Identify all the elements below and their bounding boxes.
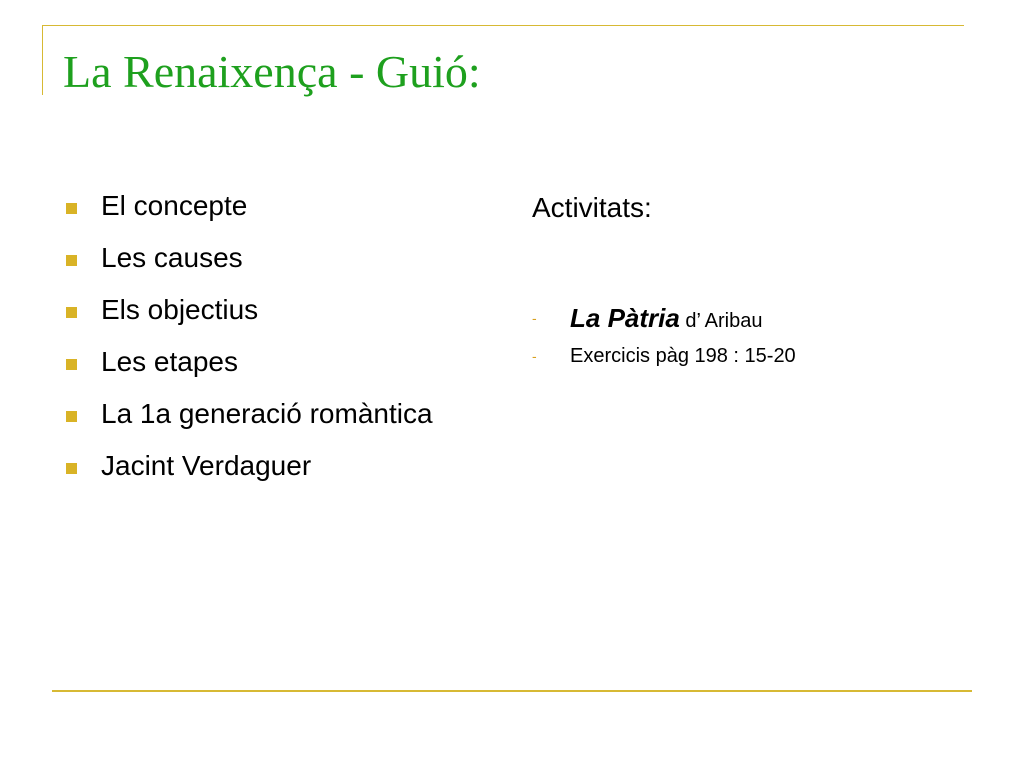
contents-item-label: El concepte (101, 190, 248, 221)
left-frame-line (42, 25, 43, 95)
contents-item (64, 241, 444, 274)
contents-item (64, 189, 444, 222)
contents-item-label: Les causes (101, 242, 243, 273)
top-frame-line (42, 25, 964, 26)
work-author: d’ Aribau (685, 310, 763, 332)
contents-item-label: La 1a generació romàntica (101, 398, 433, 429)
activities-list (532, 298, 972, 371)
contents-item (64, 293, 444, 326)
work-title: La Pàtria (570, 303, 680, 333)
contents-item (64, 345, 444, 378)
exercise-reference: Exercicis pàg 198 : 15-20 (570, 345, 796, 367)
square-bullet-icon (66, 203, 77, 214)
contents-item (64, 449, 444, 482)
slide-title: La Renaixença - Guió: (63, 46, 481, 97)
square-bullet-icon (66, 359, 77, 370)
square-bullet-icon (66, 255, 77, 266)
square-bullet-icon (66, 307, 77, 318)
square-bullet-icon (66, 463, 77, 474)
dash-bullet-icon: - (532, 348, 537, 364)
contents-item (64, 397, 444, 430)
contents-item-label: Les etapes (101, 346, 238, 377)
activity-item (532, 341, 972, 371)
dash-bullet-icon: - (532, 310, 537, 326)
contents-item-label: Els objectius (101, 294, 259, 325)
contents-list (64, 189, 444, 501)
contents-item-label: Jacint Verdaguer (101, 450, 312, 481)
activities-heading: Activitats: (532, 192, 652, 223)
square-bullet-icon (66, 411, 77, 422)
activity-item (532, 298, 972, 338)
bottom-frame-line (52, 690, 972, 692)
